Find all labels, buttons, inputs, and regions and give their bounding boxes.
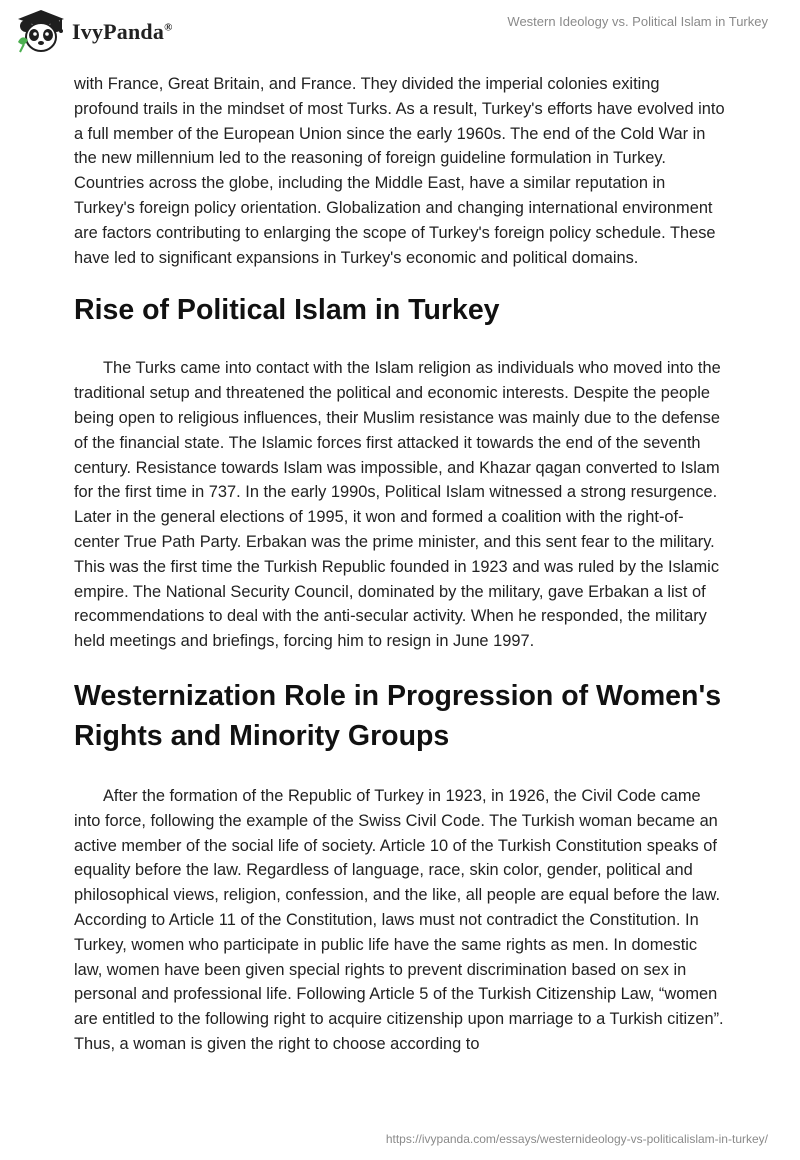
ivypanda-logo[interactable] [14,8,173,56]
source-url[interactable]: https://ivypanda.com/essays/westernideology-vs-politicalislam-in-turkey/ [385,1132,768,1146]
panda-graduate-icon [14,8,68,56]
essay-body [74,72,726,1057]
section-paragraph-political-islam: The Turks came into contact with the Islam religion as individuals who moved into the traditional setup and threatened the political and economic interests. Despite the people being open to religious influences, their Muslim resistance was mainly due to the defense of the financial state. The Islamic forces first attacked it towards the end of the seventh century. Resistance towards Islam was impossible, and Khazar qagan converted to Islam for the first time in 737. In the early 1990s, Political Islam witnessed a strong resurgence. Later in the general elections of 1995, it won and formed a coalition with the right-of-center True Path Party. Erbakan was the prime minister, and this sent fear to the military. This was the first time the Turkish Republic founded in 1923 and was ruled by the Islamic empire. The National Security Council, dominated by the military, gave Erbakan a list of recommendations to deal with the anti-secular activity. When he responded, the military held meetings and briefings, forcing him to resign in June 1997. [74,359,721,651]
section-heading-rise-of-political-islam: Rise of Political Islam in Turkey [74,294,500,327]
page-header [0,0,800,60]
section-heading-westernization-role: Westernization Role in Progression of Women's Rights and Minority Groups [74,679,722,752]
section-paragraph-westernization: After the formation of the Republic of Turkey in 1923, in 1926, the Civil Code came into force, following the example of the Swiss Civil Code. The Turkish woman became an active member of the social life of society. Article 10 of the Turkish Constitution speaks of equality before the law. Regardless of language, race, skin color, gender, political and philosophical views, religion, confession, and the like, all people are equal before the law. According to Article 11 of the Constitution, laws must not contradict the Constitution. In Turkey, women who participate in public life have the same rights as men. In domestic law, women have been given special rights to prevent discrimination based on sex in personal and professional life. Following Article 5 of the Turkish Citizenship Law, “women are entitled to the following right to acquire citizenship upon marriage to a Turkish citizen”. Thus, a woman is given the right to choose according to [74,786,724,1053]
logo-wordmark: IvyPanda® [72,19,173,44]
document-title: Western Ideology vs. Political Islam in Turkey [507,14,768,29]
intro-paragraph: with France, Great Britain, and France. They divided the imperial colonies exiting profound trails in the mindset of most Turks. As a result, Turkey's efforts have evolved into a full member of the European Union since the early 1960s. The end of the Cold War in the new millennium led to the reasoning of foreign guideline formulation in Turkey. Countries across the globe, including the Middle East, have a similar reputation in Turkey's foreign policy orientation. Globalization and changing international environment are factors contributing to enlarging the scope of Turkey's foreign policy schedule. These have led to significant expansions in Turkey's economic and political domains. [74,75,725,267]
